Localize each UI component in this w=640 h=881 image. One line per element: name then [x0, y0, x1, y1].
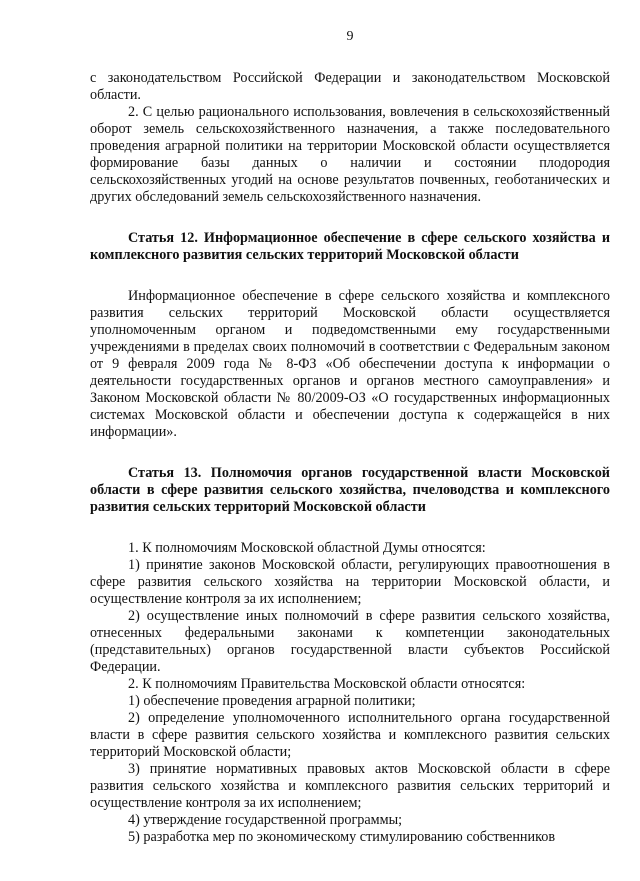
- paragraph: 2. С целью рационального использования, вовлечения в сельскохозяйственный оборот земель сельскохозяйственного назначения, а также последовательного проведения аграрной политики на территории Московской области осуществляется формирование базы данных о наличии и состоянии плодородия сельскохозяйственных угодий на основе результатов почвенных, геоботанических и других обследований земель сельскохозяйственного назначения.: [90, 104, 610, 205]
- page-number: 9: [346, 29, 354, 44]
- article-13-title: Статья 13. Полномочия органов государственной власти Московской области в сфере развития сельского хозяйства, пчеловодства и комплексного развития сельских территорий Московской области: [90, 465, 610, 515]
- paragraph: 4) утверждение государственной программы;: [128, 812, 403, 828]
- article-13-body: [90, 540, 610, 846]
- paragraph: 1) обеспечение проведения аграрной политики;: [128, 693, 416, 709]
- paragraph: с законодательством Российской Федерации и законодательством Московской области.: [90, 70, 610, 103]
- paragraph: 2. К полномочиям Правительства Московской области относятся:: [128, 676, 526, 692]
- article-12-title: Статья 12. Информационное обеспечение в сфере сельского хозяйства и комплексного развития сельских территорий Московской области: [90, 230, 610, 263]
- paragraph: 5) разработка мер по экономическому стимулированию собственников: [128, 829, 556, 845]
- article-12-body: [90, 288, 610, 441]
- paragraph: 2) определение уполномоченного исполнительного органа государственной власти в сфере развития сельского хозяйства и комплексного развития сельских территорий Московской области;: [90, 710, 610, 760]
- paragraph: 1) принятие законов Московской области, регулирующих правоотношения в сфере развития сельского хозяйства на территории Московской области, и осуществление контроля за их исполнением;: [90, 557, 610, 607]
- paragraph: 2) осуществление иных полномочий в сфере развития сельского хозяйства, отнесенных федеральными законами к компетенции законодательных (представительных) органов государственной власти субъектов Российской Федерации.: [90, 608, 610, 675]
- paragraph: 3) принятие нормативных правовых актов Московской области в сфере развития сельского хозяйства и комплексного развития сельских территорий и осуществление контроля за их исполнением;: [90, 761, 610, 811]
- paragraph: Информационное обеспечение в сфере сельского хозяйства и комплексного развития сельских территорий Московской области осуществляется уполномоченным органом и подведомственными ему государственными учреждениями в пределах своих полномочий в соответствии с Федеральным законом от 9 февраля 2009 года № 8-ФЗ «Об обеспечении доступа к информации о деятельности государственных органов и органов местного самоуправления» и Законом Московской области № 80/2009-ОЗ «О государственных информационных системах Московской области и обеспечении доступа к содержащейся в них информации».: [90, 288, 610, 440]
- paragraph: 1. К полномочиям Московской областной Думы относятся:: [128, 540, 486, 556]
- section-top: [90, 70, 610, 206]
